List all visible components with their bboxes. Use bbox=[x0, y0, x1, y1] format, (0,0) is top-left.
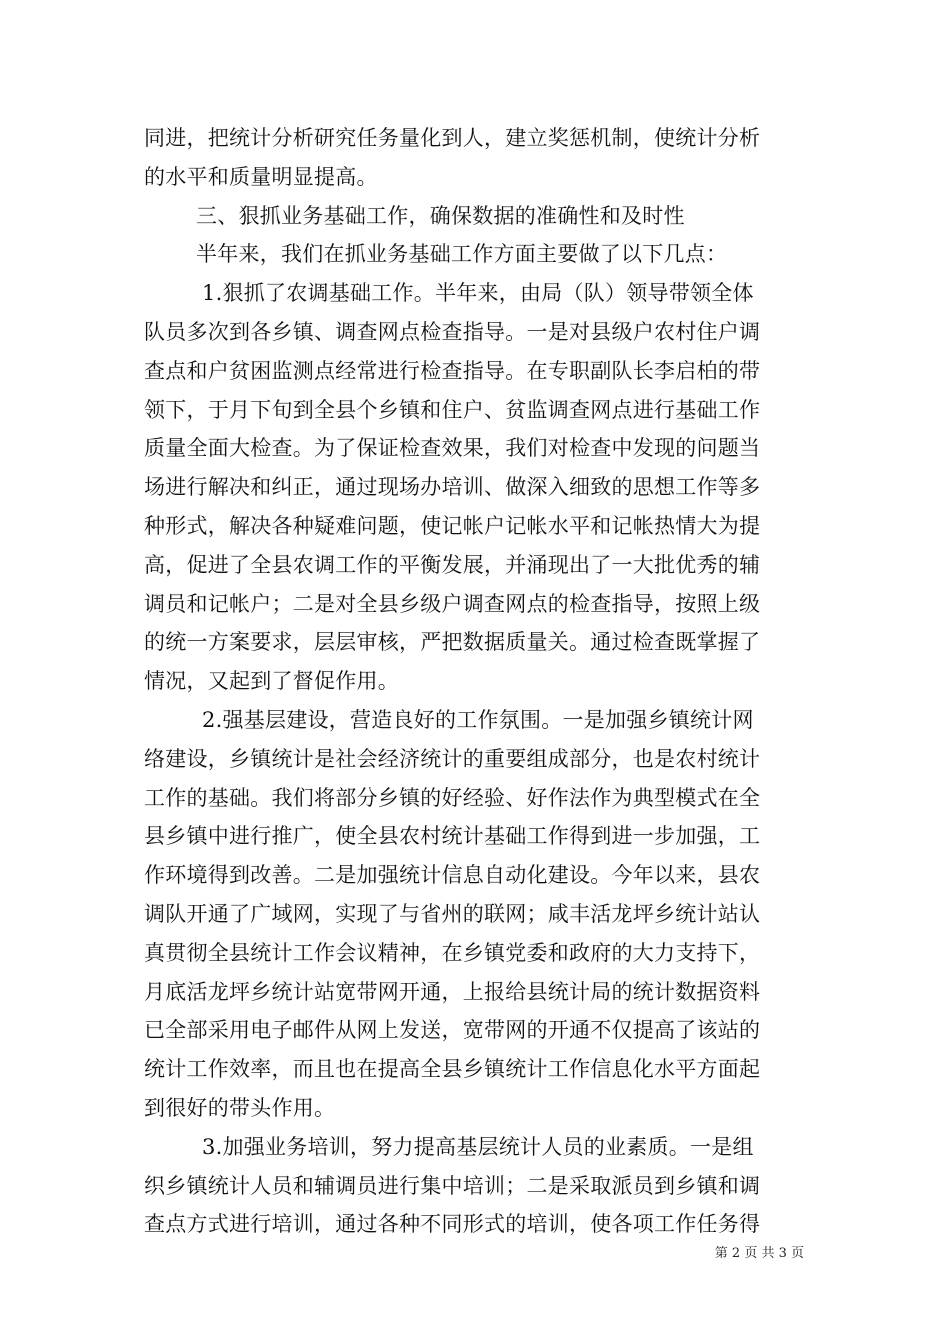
page-number: 第 2 页 共 3 页 bbox=[714, 1246, 804, 1261]
text-line: 种形式，解决各种疑难问题，使记帐户记帐水平和记帐热情大为提 bbox=[144, 513, 761, 538]
section-heading: 三、狠抓业务基础工作，确保数据的准确性和及时性 bbox=[196, 203, 685, 228]
text-line: 半年来，我们在抓业务基础工作方面主要做了以下几点： bbox=[196, 242, 728, 267]
document-body bbox=[144, 119, 806, 1244]
text-line: 统计工作效率，而且也在提高全县乡镇统计工作信息化水平方面起 bbox=[144, 1057, 761, 1082]
text-line: 的统一方案要求，层层审核，严把数据质量关。通过检查既掌握了 bbox=[144, 630, 761, 655]
text-line: 质量全面大检查。为了保证检查效果，我们对检查中发现的问题当 bbox=[144, 436, 761, 461]
text-line: 领下，于月下旬到全县个乡镇和住户、贫监调查网点进行基础工作 bbox=[144, 397, 761, 422]
text-line: 月底活龙坪乡统计站宽带网开通，上报给县统计局的统计数据资料 bbox=[144, 979, 761, 1004]
list-item-heading: 1.狠抓了农调基础工作。半年来，由局（队）领导带领全体 bbox=[202, 281, 754, 306]
text-line: 已全部采用电子邮件从网上发送，宽带网的开通不仅提高了该站的 bbox=[144, 1018, 761, 1043]
text-line: 调队开通了广域网，实现了与省州的联网；咸丰活龙坪乡统计站认 bbox=[144, 901, 761, 926]
text-line: 络建设，乡镇统计是社会经济统计的重要组成部分，也是农村统计 bbox=[144, 746, 761, 771]
text-line: 到很好的带头作用。 bbox=[144, 1095, 336, 1120]
text-line: 查点方式进行培训，通过各种不同形式的培训，使各项工作任务得 bbox=[144, 1212, 761, 1237]
text-line: 调员和记帐户；二是对全县乡级户调查网点的检查指导，按照上级 bbox=[144, 591, 761, 616]
text-line: 高，促进了全县农调工作的平衡发展，并涌现出了一大批优秀的辅 bbox=[144, 552, 761, 577]
text-line: 查点和户贫困监测点经常进行检查指导。在专职副队长李启柏的带 bbox=[144, 358, 761, 383]
text-line: 作环境得到改善。二是加强统计信息自动化建设。今年以来，县农 bbox=[144, 863, 761, 888]
text-line: 同进，把统计分析研究任务量化到人，建立奖惩机制，使统计分析 bbox=[144, 126, 761, 150]
text-line: 情况，又起到了督促作用。 bbox=[144, 669, 399, 694]
text-line: 场进行解决和纠正，通过现场办培训、做深入细致的思想工作等多 bbox=[144, 475, 761, 500]
text-line: 的水平和质量明显提高。 bbox=[144, 164, 378, 189]
text-line: 真贯彻全县统计工作会议精神，在乡镇党委和政府的大力支持下， bbox=[144, 940, 761, 965]
text-line: 工作的基础。我们将部分乡镇的好经验、好作法作为典型模式在全 bbox=[144, 785, 761, 810]
text-line: 队员多次到各乡镇、调查网点检查指导。一是对县级户农村住户调 bbox=[144, 319, 761, 344]
list-item-heading: 2.强基层建设，营造良好的工作氛围。一是加强乡镇统计网 bbox=[202, 707, 754, 732]
text-line: 织乡镇统计人员和辅调员进行集中培训；二是采取派员到乡镇和调 bbox=[144, 1173, 761, 1198]
list-item-heading: 3.加强业务培训，努力提高基层统计人员的业素质。一是组 bbox=[202, 1134, 754, 1159]
text-line: 县乡镇中进行推广，使全县农村统计基础工作得到进一步加强，工 bbox=[144, 824, 761, 849]
